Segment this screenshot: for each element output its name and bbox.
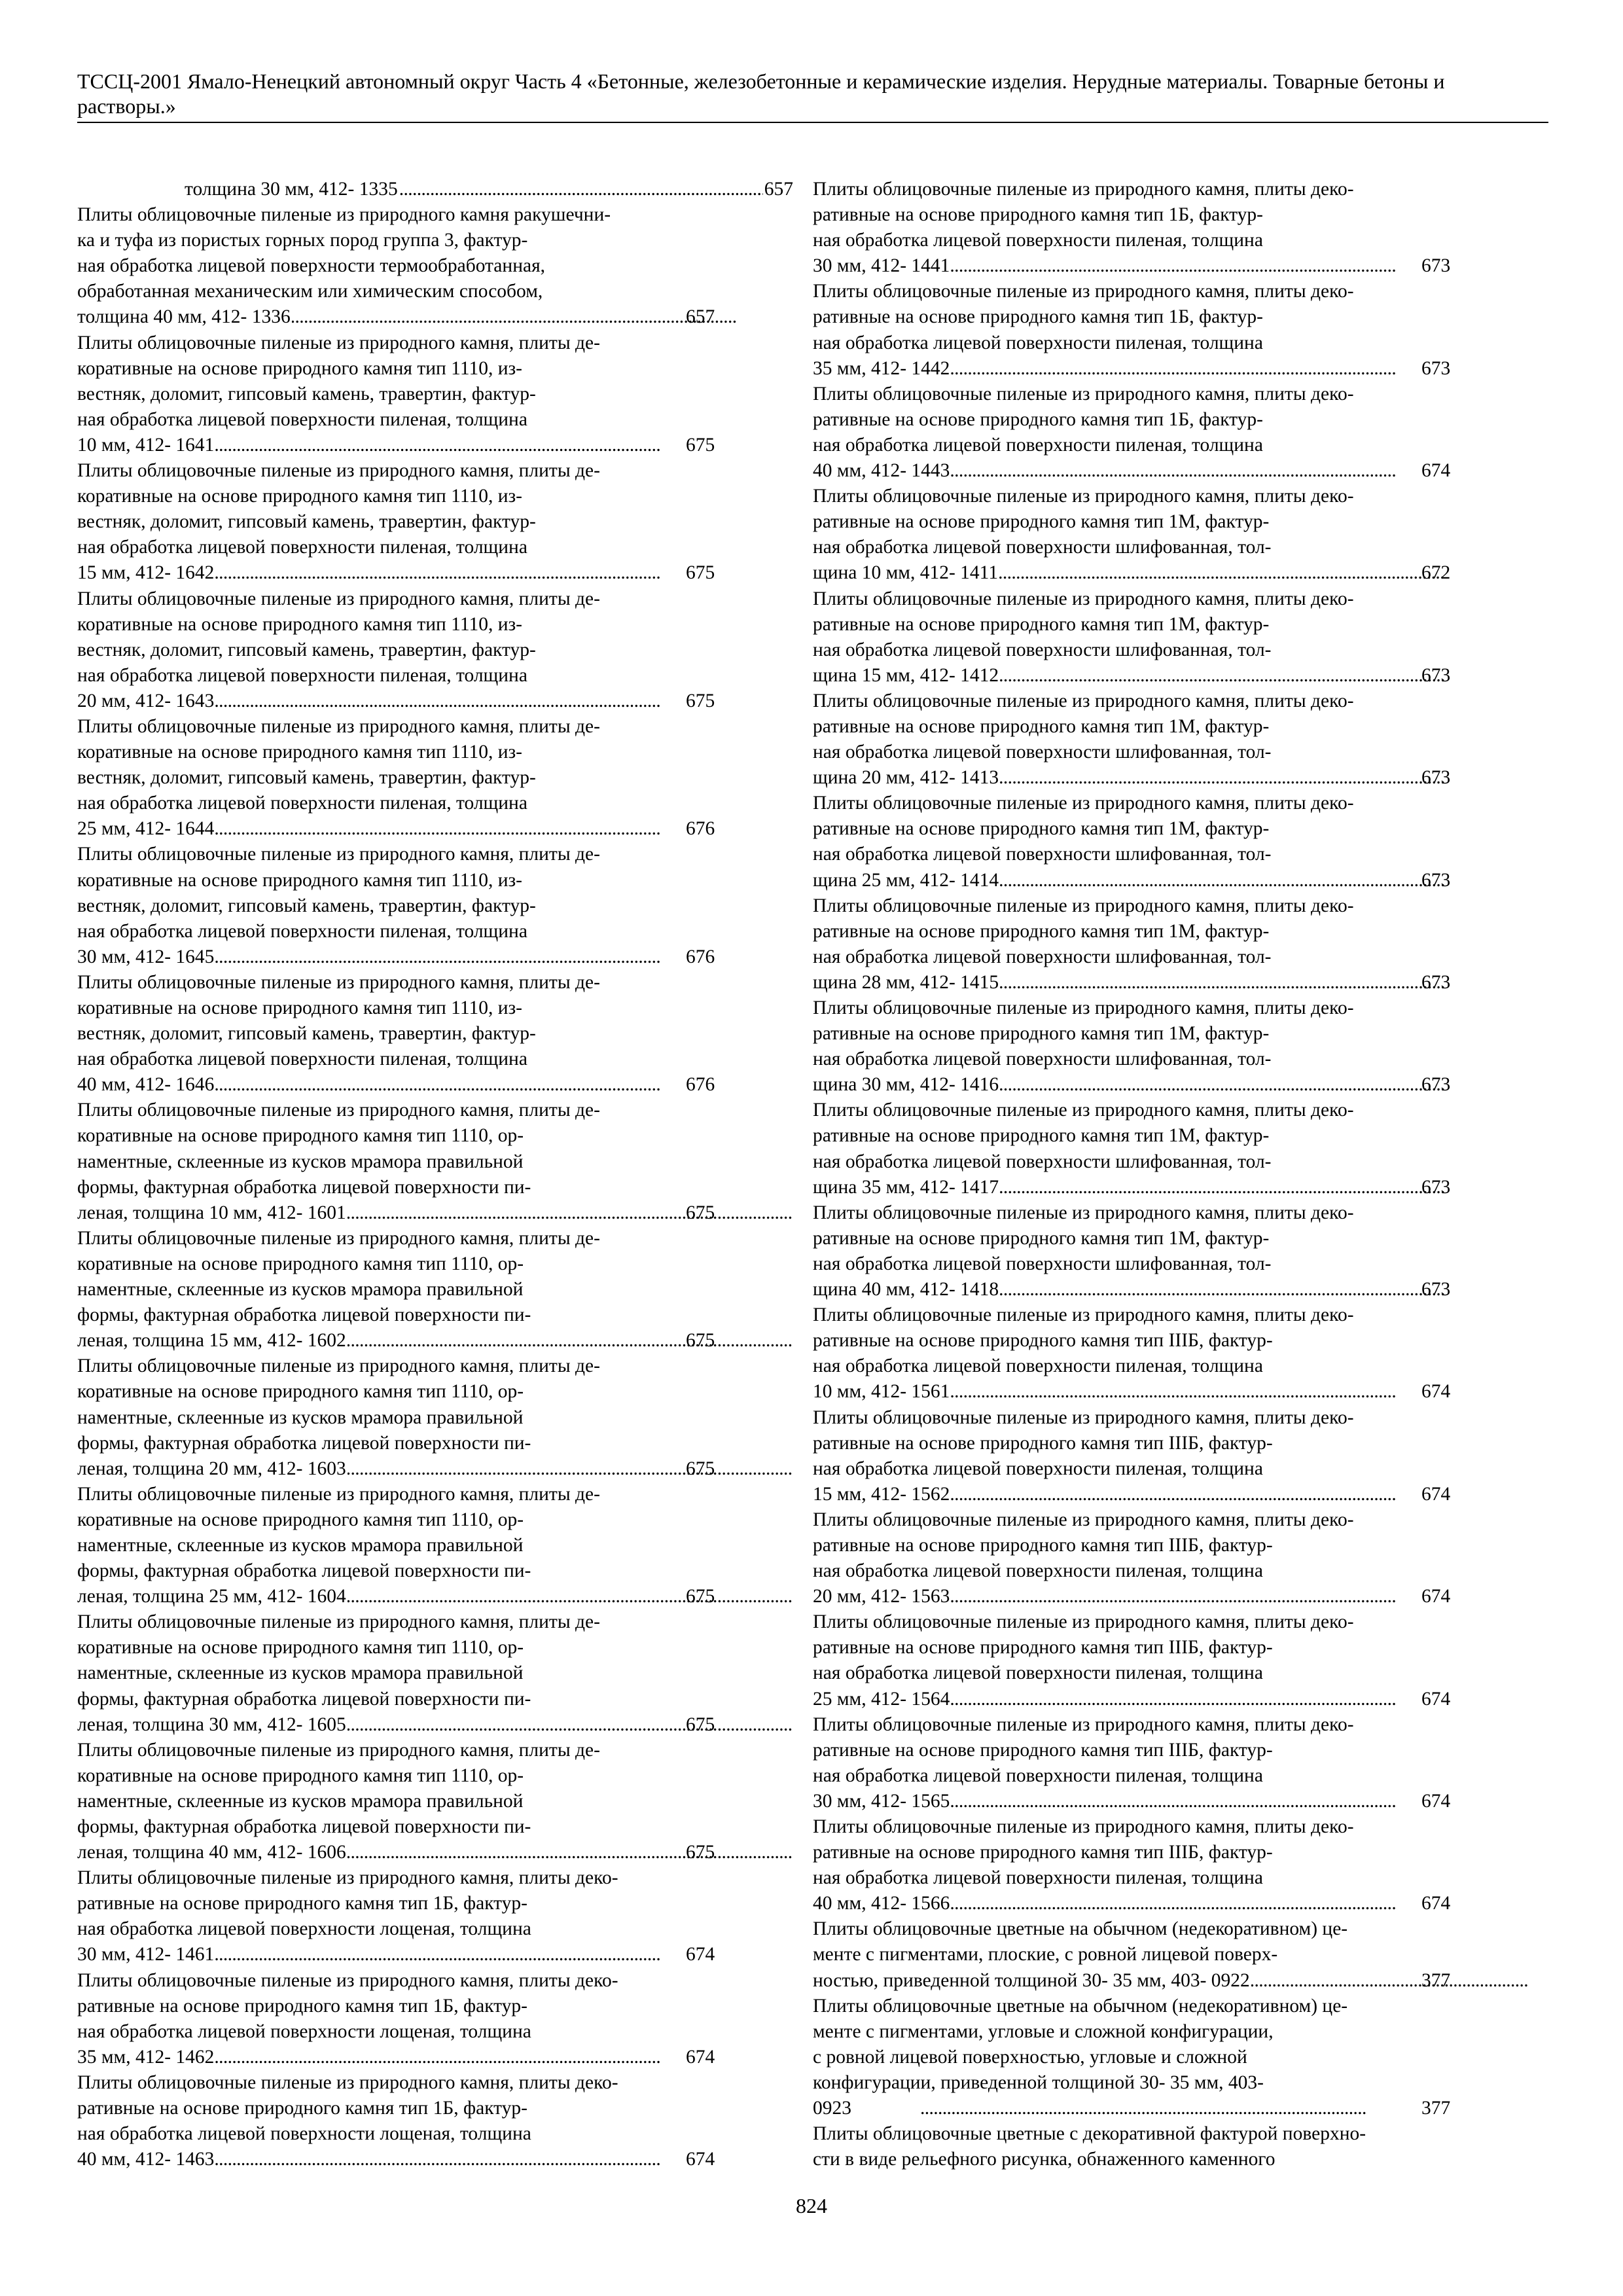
index-entry [77, 1865, 793, 1967]
entry-line: ративные на основе природного камня тип 1Б, фактур- [77, 1893, 528, 1914]
entry-line: Плиты облицовочные пиленые из природного камня, плиты деко- [813, 1407, 1354, 1428]
entry-last-line: 30 мм, 412- 1461 . . . 674 [185, 1942, 793, 1967]
entry-text: 25 мм, 412- 1564 [813, 1688, 950, 1710]
entry-text: 40 мм, 412- 1646 [77, 1074, 215, 1096]
index-entry [77, 202, 793, 330]
entry-line: вестняк, доломит, гипсовый камень, травертин, фактур- [77, 1023, 536, 1045]
entry-text: 30 мм, 412- 1441 [813, 255, 950, 277]
entry-text: 35 мм, 412- 1462 [77, 2046, 215, 2068]
entry-text: 25 мм, 412- 1644 [77, 818, 215, 840]
dot-leader [348, 1712, 792, 1738]
entry-line: ная обработка лицевой поверхности лощеная, толщина [77, 2123, 531, 2145]
dot-leader [399, 177, 763, 202]
index-entry [813, 996, 1529, 1098]
entry-text: 30 мм, 412- 1645 [77, 946, 215, 967]
entry-text: 20 мм, 412- 1563 [813, 1586, 950, 1607]
entry-line: ная обработка лицевой поверхности шлифованная, тол- [813, 639, 1272, 660]
entry-line: ративные на основе природного камня тип 1Б, фактур- [77, 2098, 528, 2119]
entry-line: Плиты облицовочные пиленые из природного камня, плиты деко- [813, 1202, 1354, 1223]
dot-leader [348, 1840, 792, 1865]
entry-line: ративные на основе природного камня тип 1М, фактур- [813, 920, 1270, 942]
entry-text: ностью, приведенной толщиной 30- 35 мм, 403- 0922 [813, 1969, 1250, 1991]
entry-line: наментные, склеенные из кусков мрамора правильной [77, 1662, 524, 1684]
entry-line: коративные на основе природного камня тип 1110, ор- [77, 1765, 524, 1786]
entry-line: ративные на основе природного камня тип 1М, фактур- [813, 1227, 1270, 1249]
entry-line: Плиты облицовочные пиленые из природного камня, плиты де- [77, 1100, 600, 1121]
index-entry [77, 1482, 793, 1609]
entry-last-line: 40 мм, 412- 1443 . . . 674 [920, 458, 1529, 484]
entry-line: ная обработка лицевой поверхности шлифованная, тол- [813, 1253, 1272, 1274]
page-number: 824 [796, 2194, 827, 2217]
entry-line: ная обработка лицевой поверхности пиленая, толщина [813, 332, 1263, 353]
entry-line: Плиты облицовочные пиленые из природного камня, плиты де- [77, 715, 600, 737]
entry-line: ративные на основе природного камня тип 1М, фактур- [813, 1125, 1270, 1147]
entry-last-line: щина 30 мм, 412- 1416 . . . 673 [920, 1072, 1529, 1098]
index-entry [813, 893, 1529, 996]
entry-line: формы, фактурная обработка лицевой поверхности пи- [77, 1304, 531, 1326]
entry-line: Плиты облицовочные пиленые из природного камня, плиты деко- [813, 1713, 1354, 1735]
entry-line: коративные на основе природного камня тип 1110, из- [77, 613, 522, 635]
entry-line: ративные на основе природного камня тип 1М, фактур- [813, 1023, 1270, 1045]
entry-line: формы, фактурная обработка лицевой поверхности пи- [77, 1688, 531, 1710]
entry-line: наментные, склеенные из кусков мрамора правильной [77, 1279, 524, 1300]
index-entry [813, 1994, 1529, 2121]
entry-line: Плиты облицовочные пиленые из природного камня, плиты деко- [813, 179, 1354, 200]
entry-line: формы, фактурная обработка лицевой поверхности пи- [77, 1176, 531, 1198]
entry-text: щина 28 мм, 412- 1415 [813, 971, 999, 993]
entry-line: ная обработка лицевой поверхности шлифованная, тол- [813, 946, 1272, 967]
entry-last-line: щина 15 мм, 412- 1412 . . . 673 [920, 663, 1529, 689]
entry-line: обработанная механическим или химическим способом, [77, 281, 543, 302]
index-entry [77, 1226, 793, 1354]
entry-line: Плиты облицовочные пиленые из природного камня, плиты де- [77, 460, 600, 482]
entry-line: Плиты облицовочные пиленые из природного камня, плиты де- [77, 844, 600, 865]
index-entry [813, 1814, 1529, 1916]
index-entry [813, 1916, 1529, 1993]
entry-line: ная обработка лицевой поверхности шлифованная, тол- [813, 844, 1272, 865]
entry-line: ративные на основе природного камня тип IIIБ, фактур- [813, 1842, 1273, 1863]
index-entry [813, 279, 1529, 381]
index-entry [77, 177, 793, 202]
entry-last-line: щина 28 мм, 412- 1415 . . . 673 [920, 970, 1529, 996]
index-entry [813, 1098, 1529, 1200]
index-entry [813, 586, 1529, 689]
entry-last-line: 15 мм, 412- 1642 . . . 675 [185, 560, 793, 586]
entry-last-line: 20 мм, 412- 1643 . . . 675 [185, 689, 793, 714]
entry-last-line: 20 мм, 412- 1563 . . . 674 [920, 1584, 1529, 1609]
header-rule [77, 122, 1548, 123]
entry-line: коративные на основе природного камня тип 1110, из- [77, 486, 522, 507]
entry-text: леная, толщина 25 мм, 412- 1604 [77, 1586, 346, 1607]
entry-line: Плиты облицовочные цветные на обычном (недекоративном) це- [813, 1918, 1348, 1940]
entry-line: ная обработка лицевой поверхности пиленая, толщина [813, 434, 1263, 456]
entry-last-line: 30 мм, 412- 1565 . . . 674 [920, 1789, 1529, 1814]
entry-line: коративные на основе природного камня тип 1110, из- [77, 742, 522, 763]
entry-line: Плиты облицовочные пиленые из природного камня, плиты де- [77, 1483, 600, 1505]
entry-line: коративные на основе природного камня тип 1110, ор- [77, 1381, 524, 1403]
entry-line: ная обработка лицевой поверхности пиленая, толщина [77, 793, 527, 814]
entry-last-line: щина 40 мм, 412- 1418 . . . 673 [920, 1277, 1529, 1302]
entry-line: ная обработка лицевой поверхности пиленая, толщина [77, 1049, 527, 1070]
entry-line: Плиты облицовочные пиленые из природного камня, плиты де- [77, 1227, 600, 1249]
entry-text: 10 мм, 412- 1561 [813, 1381, 950, 1403]
entry-line: Плиты облицовочные пиленые из природного камня, плиты деко- [813, 793, 1354, 814]
header-title: ТССЦ-2001 Ямало-Ненецкий автономный округ Часть 4 «Бетонные, железобетонные и керамические изделия. Нерудные материалы. Товарные бетоны и растворы.» [77, 69, 1445, 118]
entry-last-line: 15 мм, 412- 1562 . . . 674 [920, 1482, 1529, 1507]
entry-line: ная обработка лицевой поверхности пиленая, толщина [813, 1867, 1263, 1889]
entry-line: с ровной лицевой поверхностью, угловые и сложной [813, 2046, 1247, 2068]
entry-line: Плиты облицовочные пиленые из природного камня, плиты деко- [813, 1509, 1354, 1530]
index-entry [813, 2121, 1529, 2172]
entry-text: щина 35 мм, 412- 1417 [813, 1176, 999, 1198]
entry-line: ративные на основе природного камня тип 1М, фактур- [813, 613, 1270, 635]
entry-text: щина 25 мм, 412- 1414 [813, 869, 999, 891]
index-entry [77, 458, 793, 586]
entry-line: ративные на основе природного камня тип 1Б, фактур- [813, 306, 1264, 328]
entry-last-line: 25 мм, 412- 1644 . . . 676 [185, 816, 793, 842]
entry-last-line: толщина 40 мм, 412- 1336 . . . 657 [185, 304, 793, 330]
entry-text: 15 мм, 412- 1642 [77, 562, 215, 584]
entry-line: ная обработка лицевой поверхности термообработанная, [77, 255, 546, 277]
index-entry [77, 1354, 793, 1481]
entry-line: Плиты облицовочные пиленые из природного камня, плиты деко- [813, 1100, 1354, 1121]
entry-line: ка и туфа из пористых горных пород группа 3, фактур- [77, 230, 528, 251]
entry-last-line: леная, толщина 25 мм, 412- 1604 . . . 675 [185, 1584, 793, 1609]
entry-line: ная обработка лицевой поверхности пиленая, толщина [77, 408, 527, 430]
entry-line: Плиты облицовочные пиленые из природного камня, плиты деко- [813, 1304, 1354, 1326]
dot-leader [348, 1456, 792, 1482]
entry-line: ная обработка лицевой поверхности пиленая, толщина [813, 1662, 1263, 1684]
index-entry [813, 177, 1529, 279]
entry-line: наментные, склеенные из кусков мрамора правильной [77, 1790, 524, 1812]
index-entry [813, 1507, 1529, 1609]
entry-line: Плиты облицовочные пиленые из природного камня ракушечни- [77, 204, 611, 226]
entry-text: щина 20 мм, 412- 1413 [813, 767, 999, 789]
entry-line: вестняк, доломит, гипсовый камень, травертин, фактур- [77, 639, 536, 660]
entry-line: ная обработка лицевой поверхности лощеная, толщина [77, 2020, 531, 2042]
entry-last-line: 0923 . . . 377 [920, 2096, 1529, 2121]
entry-text: леная, толщина 20 мм, 412- 1603 [77, 1458, 346, 1479]
entry-line: ная обработка лицевой поверхности пиленая, толщина [813, 1458, 1263, 1479]
entry-line: менте с пигментами, плоские, с ровной лицевой поверх- [813, 1944, 1278, 1965]
right-column [813, 177, 1529, 2172]
entry-line: Плиты облицовочные пиленые из природного камня, плиты деко- [77, 2072, 618, 2093]
entry-line: Плиты облицовочные цветные на обычном (недекоративном) це- [813, 1995, 1348, 2017]
index-entry [77, 586, 793, 714]
entry-text: 30 мм, 412- 1461 [77, 1944, 215, 1965]
entry-last-line: ностью, приведенной толщиной 30- 35 мм, 403- 0922 . . . 377 [920, 1968, 1529, 1994]
entry-text: 15 мм, 412- 1562 [813, 1483, 950, 1505]
entry-line: менте с пигментами, угловые и сложной конфигурации, [813, 2020, 1274, 2042]
entry-last-line: 10 мм, 412- 1561 . . . 674 [920, 1379, 1529, 1405]
entry-line: ная обработка лицевой поверхности пиленая, толщина [77, 920, 527, 942]
entry-line: Плиты облицовочные пиленые из природного камня, плиты деко- [77, 1867, 618, 1889]
index-entry [77, 2070, 793, 2172]
entry-text: 40 мм, 412- 1566 [813, 1893, 950, 1914]
entry-last-line: 25 мм, 412- 1564 . . . 674 [920, 1687, 1529, 1712]
entry-line: наментные, склеенные из кусков мрамора правильной [77, 1407, 524, 1428]
entry-last-line: леная, толщина 40 мм, 412- 1606 . . . 675 [185, 1840, 793, 1865]
index-entry [77, 331, 793, 458]
entry-line: ная обработка лицевой поверхности шлифованная, тол- [813, 1151, 1272, 1172]
entry-line: ная обработка лицевой поверхности шлифованная, тол- [813, 537, 1272, 558]
entry-last-line: 40 мм, 412- 1566 . . . 674 [920, 1891, 1529, 1916]
entry-line: Плиты облицовочные пиленые из природного камня, плиты де- [77, 588, 600, 609]
entry-last-line: леная, толщина 20 мм, 412- 1603 . . . 675 [185, 1456, 793, 1482]
entry-line: Плиты облицовочные пиленые из природного камня, плиты деко- [813, 281, 1354, 302]
entry-line: ративные на основе природного камня тип IIIБ, фактур- [813, 1739, 1273, 1761]
entry-line: ративные на основе природного камня тип IIIБ, фактур- [813, 1637, 1273, 1659]
entry-line: Плиты облицовочные пиленые из природного камня, плиты де- [77, 1355, 600, 1377]
index-entry [77, 1968, 793, 2070]
entry-line: Плиты облицовочные пиленые из природного камня, плиты деко- [813, 1611, 1354, 1633]
entry-text: толщина 30 мм, 412- 1335 [185, 179, 398, 200]
entry-last-line: щина 35 мм, 412- 1417 . . . 673 [920, 1175, 1529, 1200]
entry-line: Плиты облицовочные пиленые из природного камня, плиты деко- [813, 486, 1354, 507]
entry-line: ная обработка лицевой поверхности шлифованная, тол- [813, 742, 1272, 763]
entry-line: Плиты облицовочные цветные с декоративной фактурой поверхно- [813, 2123, 1366, 2145]
entry-last-line: 40 мм, 412- 1463 . . . 674 [185, 2147, 793, 2172]
entry-line: сти в виде рельефного рисунка, обнаженного каменного [813, 2149, 1275, 2170]
entry-line: Плиты облицовочные пиленые из природного камня, плиты деко- [813, 997, 1354, 1018]
entry-last-line: щина 20 мм, 412- 1413 . . . 673 [920, 765, 1529, 791]
entry-text: леная, толщина 30 мм, 412- 1605 [77, 1713, 346, 1735]
entry-line: Плиты облицовочные пиленые из природного камня, плиты деко- [77, 1969, 618, 1991]
index-entry [77, 714, 793, 842]
entry-last-line: щина 25 мм, 412- 1414 . . . 673 [920, 868, 1529, 893]
entry-last-line: 35 мм, 412- 1462 . . . 674 [185, 2045, 793, 2070]
entry-text: щина 40 мм, 412- 1418 [813, 1279, 999, 1300]
entry-line: коративные на основе природного камня тип 1110, ор- [77, 1509, 524, 1530]
entry-line: вестняк, доломит, гипсовый камень, травертин, фактур- [77, 895, 536, 916]
entry-line: ративные на основе природного камня тип 1М, фактур- [813, 715, 1270, 737]
entry-line: ная обработка лицевой поверхности пиленая, толщина [813, 1560, 1263, 1582]
entry-line: ная обработка лицевой поверхности шлифованная, тол- [813, 1049, 1272, 1070]
index-entry [813, 382, 1529, 484]
index-entry [813, 1405, 1529, 1507]
entry-line: коративные на основе природного камня тип 1110, ор- [77, 1125, 524, 1147]
entry-last-line: 30 мм, 412- 1441 . . . 673 [920, 253, 1529, 279]
entry-line: ративные на основе природного камня тип 1М, фактур- [813, 511, 1270, 533]
index-entry [813, 1200, 1529, 1302]
index-entry [77, 970, 793, 1098]
entry-last-line: леная, толщина 10 мм, 412- 1601 . . . 675 [185, 1200, 793, 1226]
entry-text: 10 мм, 412- 1641 [77, 434, 215, 456]
entry-line: ная обработка лицевой поверхности пиленая, толщина [813, 1765, 1263, 1786]
entry-line: формы, фактурная обработка лицевой поверхности пи- [77, 1432, 531, 1454]
index-entry [77, 1609, 793, 1737]
entry-line: Плиты облицовочные пиленые из природного камня, плиты де- [77, 971, 600, 993]
entry-line: ративные на основе природного камня тип 1М, фактур- [813, 818, 1270, 840]
entry-text: 40 мм, 412- 1463 [77, 2149, 215, 2170]
index-entry [813, 689, 1529, 791]
entry-last-line: 35 мм, 412- 1442 . . . 673 [920, 356, 1529, 382]
dot-leader [348, 1328, 792, 1354]
left-column [77, 177, 793, 2172]
index-entry [77, 1738, 793, 1865]
entry-line: формы, фактурная обработка лицевой поверхности пи- [77, 1560, 531, 1582]
entry-line: Плиты облицовочные пиленые из природного камня, плиты деко- [813, 588, 1354, 609]
entry-line: вестняк, доломит, гипсовый камень, травертин, фактур- [77, 767, 536, 789]
entry-line: коративные на основе природного камня тип 1110, ор- [77, 1253, 524, 1274]
entry-text: леная, толщина 15 мм, 412- 1602 [77, 1330, 346, 1352]
entry-line: ративные на основе природного камня тип 1Б, фактур- [813, 204, 1264, 226]
entry-text: 20 мм, 412- 1643 [77, 690, 215, 711]
entry-last-line [185, 177, 793, 202]
entry-line: ративные на основе природного камня тип IIIБ, фактур- [813, 1330, 1273, 1352]
entry-text: толщина 40 мм, 412- 1336 [77, 306, 291, 328]
entry-text: 40 мм, 412- 1443 [813, 460, 950, 482]
entry-text: щина 30 мм, 412- 1416 [813, 1074, 999, 1096]
entry-line: ная обработка лицевой поверхности лощеная, толщина [77, 1918, 531, 1940]
index-entry [77, 1098, 793, 1225]
entry-last-line: леная, толщина 15 мм, 412- 1602 . . . 675 [185, 1328, 793, 1354]
entry-text: щина 10 мм, 412- 1411 [813, 562, 999, 584]
entry-last-line: щина 10 мм, 412- 1411 . . . 672 [920, 560, 1529, 586]
index-entry [813, 484, 1529, 586]
entry-text: щина 15 мм, 412- 1412 [813, 664, 999, 686]
entry-line: Плиты облицовочные пиленые из природного камня, плиты де- [77, 1739, 600, 1761]
dot-leader [292, 304, 792, 330]
index-entry [77, 842, 793, 969]
dot-leader [348, 1584, 792, 1609]
entry-line: формы, фактурная обработка лицевой поверхности пи- [77, 1816, 531, 1837]
dot-leader [1251, 1968, 1527, 1994]
entry-line: Плиты облицовочные пиленые из природного камня, плиты деко- [813, 895, 1354, 916]
index-entry [813, 1609, 1529, 1712]
entry-line: ративные на основе природного камня тип 1Б, фактур- [77, 1995, 528, 2017]
entry-line: коративные на основе природного камня тип 1110, ор- [77, 1637, 524, 1659]
entry-page-ref: 657 [764, 179, 793, 200]
entry-line: ративные на основе природного камня тип IIIБ, фактур- [813, 1432, 1273, 1454]
entry-line: ративные на основе природного камня тип IIIБ, фактур- [813, 1534, 1273, 1556]
entry-line: Плиты облицовочные пиленые из природного камня, плиты де- [77, 332, 600, 353]
entry-line: коративные на основе природного камня тип 1110, из- [77, 869, 522, 891]
entry-line: коративные на основе природного камня тип 1110, из- [77, 997, 522, 1018]
index-entry [813, 791, 1529, 893]
index-entry [813, 1302, 1529, 1405]
entry-line: наментные, склеенные из кусков мрамора правильной [77, 1151, 524, 1172]
entry-line: ная обработка лицевой поверхности пиленая, толщина [77, 537, 527, 558]
entry-line: ная обработка лицевой поверхности пиленая, толщина [77, 664, 527, 686]
entry-text: 35 мм, 412- 1442 [813, 357, 950, 379]
entry-last-line: 30 мм, 412- 1645 . . . 676 [185, 944, 793, 970]
entry-line: ративные на основе природного камня тип 1Б, фактур- [813, 408, 1264, 430]
dot-leader [348, 1200, 792, 1226]
entry-line: вестняк, доломит, гипсовый камень, травертин, фактур- [77, 511, 536, 533]
entry-line: наментные, склеенные из кусков мрамора правильной [77, 1534, 524, 1556]
entry-line: Плиты облицовочные пиленые из природного камня, плиты деко- [813, 690, 1354, 711]
entry-last-line: леная, толщина 30 мм, 412- 1605 . . . 675 [185, 1712, 793, 1738]
entry-text: леная, толщина 10 мм, 412- 1601 [77, 1202, 346, 1223]
entry-text: 30 мм, 412- 1565 [813, 1790, 950, 1812]
index-entry [813, 1712, 1529, 1814]
entry-line: вестняк, доломит, гипсовый камень, травертин, фактур- [77, 383, 536, 404]
running-header [77, 69, 1548, 118]
entry-line: конфигурации, приведенной толщиной 30- 35 мм, 403- [813, 2072, 1264, 2093]
entry-line: Плиты облицовочные пиленые из природного камня, плиты деко- [813, 383, 1354, 404]
entry-text: леная, толщина 40 мм, 412- 1606 [77, 1842, 346, 1863]
entry-line: ная обработка лицевой поверхности пиленая, толщина [813, 1355, 1263, 1377]
entry-line: ная обработка лицевой поверхности пиленая, толщина [813, 230, 1263, 251]
entry-line: Плиты облицовочные пиленые из природного камня, плиты де- [77, 1611, 600, 1633]
entry-line: Плиты облицовочные пиленые из природного камня, плиты деко- [813, 1816, 1354, 1837]
entry-last-line: 40 мм, 412- 1646 . . . 676 [185, 1072, 793, 1098]
entry-line: коративные на основе природного камня тип 1110, из- [77, 357, 522, 379]
entry-last-line: 10 мм, 412- 1641 . . . 675 [185, 433, 793, 458]
